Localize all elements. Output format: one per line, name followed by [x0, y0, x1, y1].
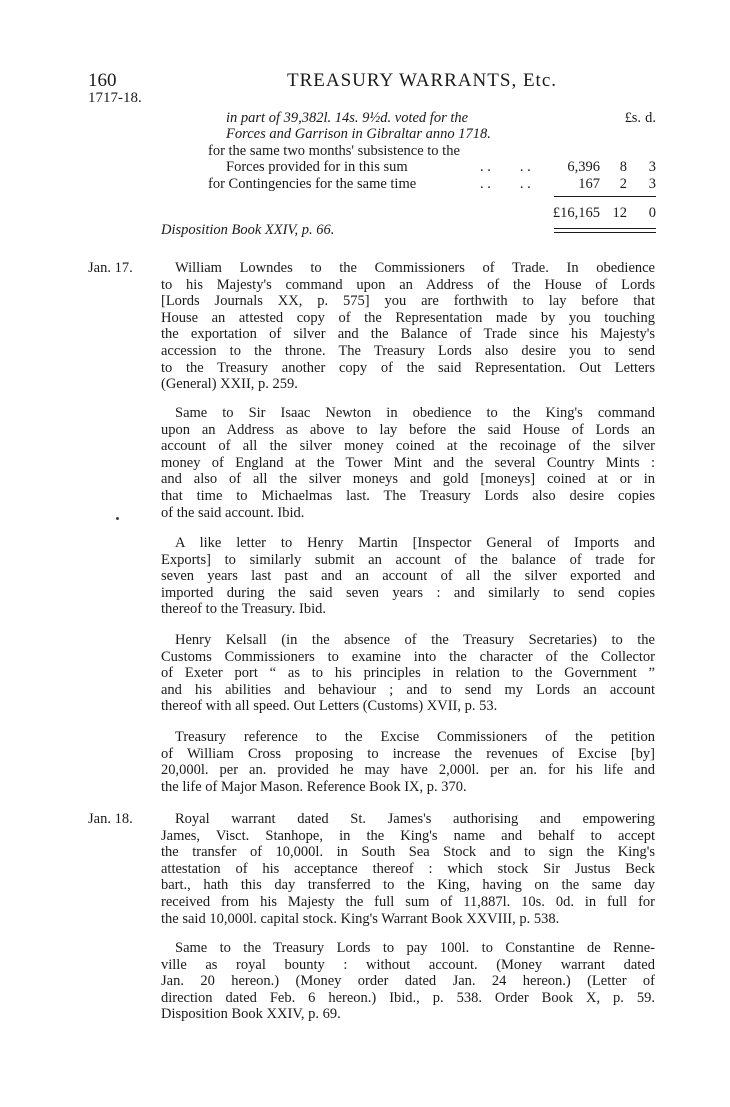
entry-line: Henry Kelsall (in the absence of the Treasury Secretaries) to the: [175, 632, 655, 648]
entry-line: the said 10,000l. capital stock. King's Warrant Book XXVIII, p. 538.: [161, 910, 560, 927]
entry-line: Same to Sir Isaac Newton in obedience to the King's command: [175, 405, 655, 421]
entry-renneville-bounty: [161, 940, 655, 1023]
account-total-pounds: £16,165: [552, 205, 600, 221]
entry-line: Disposition Book XXIV, p. 69.: [161, 1006, 341, 1023]
total-double-rule-top: [554, 228, 656, 229]
entry-excise-reference: [161, 729, 655, 795]
entry-line: upon an Address as above to lay before the said House of Lords an: [161, 421, 655, 438]
entry-line: and also of all the silver moneys and gold [moneys] coined at or in: [161, 471, 655, 488]
entry-line: William Lowndes to the Commissioners of Trade. In obedience: [175, 260, 655, 276]
entry-line: ville as royal bounty : without account. (Money warrant dated: [161, 956, 655, 973]
entry-line: direction dated Feb. 6 hereon.) Ibid., p. 538. Order Book X, p. 59.: [161, 989, 655, 1006]
column-header-shillings: s.: [631, 110, 641, 126]
margin-year: 1717-18.: [88, 90, 142, 106]
entry-line: accession to the throne. The Treasury Lords also desire you to send: [161, 342, 655, 359]
entry-kelsall-customs: [161, 632, 655, 715]
entry-line: imported during the said seven years : and similarly to send copies: [161, 584, 655, 601]
account-row-2-pence: 3: [648, 176, 656, 192]
account-row-2-label: for Contingencies for the same time: [208, 176, 417, 192]
entry-line: thereof with all speed. Out Letters (Customs) XVII, p. 53.: [161, 698, 498, 715]
entry-line: James, Visct. Stanhope, in the King's name and behalf to accept: [161, 827, 655, 844]
entry-line: account of all the silver money coined at the recoinage of the silver: [161, 438, 655, 455]
entry-line: Customs Commissioners to examine into the character of the Collector: [161, 648, 655, 665]
column-header-pounds: £: [624, 110, 632, 126]
entry-line: Exports] to similarly submit an account of the balance of trade for: [161, 551, 655, 568]
entry-line: of the said account. Ibid.: [161, 504, 305, 521]
entry-date-jan-17: Jan. 17.: [88, 260, 133, 276]
entry-line: House an attested copy of the Representation made by you touching: [161, 309, 655, 326]
entry-date-jan-18: Jan. 18.: [88, 811, 133, 827]
entry-line: attestation of his acceptance thereof : which stock Sir Justus Beck: [161, 860, 655, 877]
entry-line: received from his Majesty the full sum of 11,887l. 10s. 0d. in full for: [161, 893, 655, 910]
entry-line: A like letter to Henry Martin [Inspector General of Imports and: [175, 535, 655, 551]
account-row-2-pounds: 167: [578, 176, 600, 192]
entry-line: Jan. 20 hereon.) (Money order dated Jan. 24 hereon.) (Letter of: [161, 973, 655, 990]
entry-line: [Lords Journals XX, p. 575] you are forthwith to lay before that: [161, 293, 655, 310]
entry-martin-trade: [161, 535, 655, 618]
total-double-rule-bottom: [554, 232, 656, 233]
account-source-citation: Disposition Book XXIV, p. 66.: [161, 222, 335, 238]
entry-line: to his Majesty's command upon an Address of the House of Lords: [161, 276, 655, 293]
entry-line: of Exeter port “ as to his principles in relation to the Government ”: [161, 665, 655, 682]
entry-line: thereof to the Treasury. Ibid.: [161, 601, 326, 618]
entry-line: the life of Major Mason. Reference Book IX, p. 370.: [161, 778, 467, 795]
entry-line: to the Treasury another copy of the said Representation. Out Letters: [161, 359, 655, 376]
entry-royal-warrant: [161, 811, 655, 927]
entry-newton-mint: [161, 405, 655, 521]
entry-line: of William Cross proposing to increase the revenues of Excise [by]: [161, 745, 655, 762]
account-heading-line-1: in part of 39,382l. 14s. 9½d. voted for the: [226, 110, 469, 126]
account-row-1-pounds: 6,396: [567, 159, 600, 175]
entry-line: Same to the Treasury Lords to pay 100l. to Constantine de Renne-: [175, 940, 655, 956]
entry-line: Treasury reference to the Excise Commissioners of the petition: [175, 729, 655, 745]
entry-line: 20,000l. per an. provided he may have 2,000l. per an. for his life and: [161, 762, 655, 779]
account-row-1-label: Forces provided for in this sum: [226, 159, 408, 175]
running-title: TREASURY WARRANTS, Etc.: [287, 70, 558, 91]
account-row-2-leader: . . . .: [480, 176, 531, 192]
entry-line: and his abilities and behaviour ; and to send my Lords an account: [161, 681, 655, 698]
subtotal-rule: [554, 196, 656, 197]
ink-speck: [116, 517, 119, 520]
entry-line: the exportation of silver and the Balance of Trade since his Majesty's: [161, 326, 655, 343]
account-total-pence: 0: [648, 205, 656, 221]
entry-line: bart., hath this day transferred to the King, having on the same day: [161, 877, 655, 894]
account-total-shillings: 12: [612, 205, 627, 221]
entry-line: Royal warrant dated St. James's authorising and empowering: [175, 811, 655, 827]
entry-line: (General) XXII, p. 259.: [161, 376, 298, 393]
entry-line: money of England at the Tower Mint and the several Country Mints :: [161, 454, 655, 471]
entry-line: that time to Michaelmas last. The Treasury Lords also desire copies: [161, 487, 655, 504]
column-header-pence: d.: [645, 110, 656, 126]
entry-line: the transfer of 10,000l. in South Sea Stock and to sign the King's: [161, 844, 655, 861]
account-heading-line-2: Forces and Garrison in Gibraltar anno 1718.: [226, 126, 491, 142]
entry-line: seven years last past and an account of all the silver exported and: [161, 568, 655, 585]
page-number: 160: [88, 70, 117, 91]
entry-lowndes-trade: [161, 260, 655, 393]
account-row-2-shillings: 2: [619, 176, 627, 192]
account-row-1-leader: . . . .: [480, 159, 531, 175]
account-row-1-pence: 3: [648, 159, 656, 175]
account-line-3: for the same two months' subsistence to the: [208, 143, 460, 159]
account-row-1-shillings: 8: [619, 159, 627, 175]
